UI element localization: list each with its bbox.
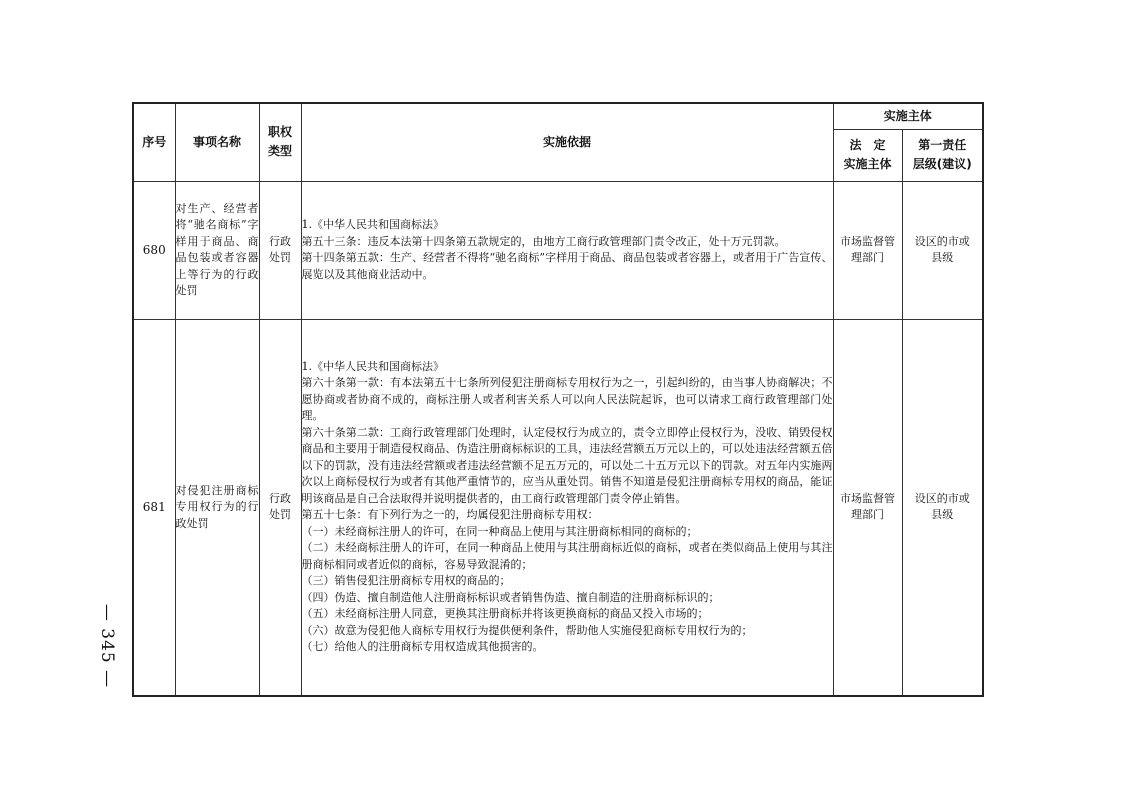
row-legal-subject: 市场监督管理部门: [833, 319, 902, 696]
basis-paragraph: 第五十三条：违反本法第十四条第五款规定的，由地方工商行政管理部门责令改正，处十万元罚款。: [301, 234, 786, 248]
page-number-text: — 345 —: [97, 603, 117, 689]
header-subject: 实施主体: [833, 103, 983, 129]
row-item-name: 对侵犯注册商标专用权行为的行政处罚: [175, 319, 259, 696]
header-legal-subject: [833, 129, 902, 181]
header-first-level-line1: 第一责任: [918, 138, 967, 152]
row-seq: 680: [133, 181, 175, 319]
basis-paragraph: （六）故意为侵犯他人商标专用权行为提供便利条件，帮助他人实施侵犯商标专用权行为的；: [301, 623, 753, 637]
basis-paragraph: （一）未经商标注册人的许可，在同一种商品上使用与其注册商标相同的商标的；: [301, 524, 698, 538]
table-row: [133, 181, 983, 319]
row-first-level: 设区的市或县级: [902, 181, 983, 319]
header-legal-subject-line2: 实施主体: [843, 157, 892, 171]
header-first-level: [902, 129, 983, 181]
row-seq: 681: [133, 319, 175, 696]
basis-paragraph: 第六十条第一款：有本法第五十七条所列侵犯注册商标专用权行为之一，引起纠纷的，由当事人协商解决；不愿协商或者协商不成的，商标注册人或者利害关系人可以向人民法院起诉，也可以请求工商行政管理部门处理。: [301, 376, 833, 423]
table-row: [133, 319, 983, 696]
header-type: 职权类型: [259, 103, 301, 181]
header-basis: 实施依据: [301, 103, 833, 181]
header-name: 事项名称: [175, 103, 259, 181]
basis-paragraph: （七）给他人的注册商标专用权造成其他损害的。: [301, 640, 544, 654]
row-basis: [301, 181, 833, 319]
row-first-level: 设区的市或县级: [902, 319, 983, 696]
row-power-type: 行政处罚: [259, 319, 301, 696]
row-power-type: 行政处罚: [259, 181, 301, 319]
power-list-table: [132, 102, 984, 697]
basis-paragraph: 第十四条第五款：生产、经营者不得将“驰名商标”字样用于商品、商品包装或者容器上，或者用于广告宣传、展览以及其他商业活动中。: [301, 251, 833, 281]
header-seq: 序号: [133, 103, 175, 181]
row-basis: [301, 319, 833, 696]
row-item-name: 对生产、经营者将“驰名商标”字样用于商品、商品包装或者容器上等行为的行政处罚: [175, 181, 259, 319]
basis-paragraph: 1.《中华人民共和国商标法》: [301, 359, 444, 373]
basis-paragraph: （二）未经商标注册人的许可，在同一种商品上使用与其注册商标近似的商标，或者在类似商品上使用与其注册商标相同或者近似的商标，容易导致混淆的；: [301, 541, 833, 571]
row-legal-subject: 市场监督管理部门: [833, 181, 902, 319]
basis-paragraph: 第五十七条：有下列行为之一的，均属侵犯注册商标专用权：: [301, 508, 599, 522]
basis-paragraph: （三）销售侵犯注册商标专用权的商品的；: [301, 574, 511, 588]
basis-paragraph: （四）伪造、擅自制造他人注册商标标识或者销售伪造、擅自制造的注册商标标识的；: [301, 590, 720, 604]
basis-paragraph: 第六十条第二款：工商行政管理部门处理时，认定侵权行为成立的，责令立即停止侵权行为，没收、销毁侵权商品和主要用于制造侵权商品、伪造注册商标标识的工具，违法经营额五万元以上的，可以处违法经营额五倍以下的罚款，没有违法经营额或者违法经营额不足五万元的，可以处二十五万元以下的罚款。对五年内实施两次以上商标侵权行为或者有其他严重情节的，应当从重处罚。销售不知道是侵犯注册商标专用权的商品，能证明该商品是自己合法取得并说明提供者的，由工商行政管理部门责令停止销售。: [301, 425, 833, 505]
basis-paragraph: 1.《中华人民共和国商标法》: [301, 218, 444, 231]
basis-paragraph: （五）未经商标注册人同意，更换其注册商标并将该更换商标的商品又投入市场的；: [301, 607, 709, 621]
header-legal-subject-line1: 法 定: [849, 138, 886, 152]
page-number: [92, 596, 122, 696]
header-first-level-line2: 层级(建议): [912, 157, 972, 171]
